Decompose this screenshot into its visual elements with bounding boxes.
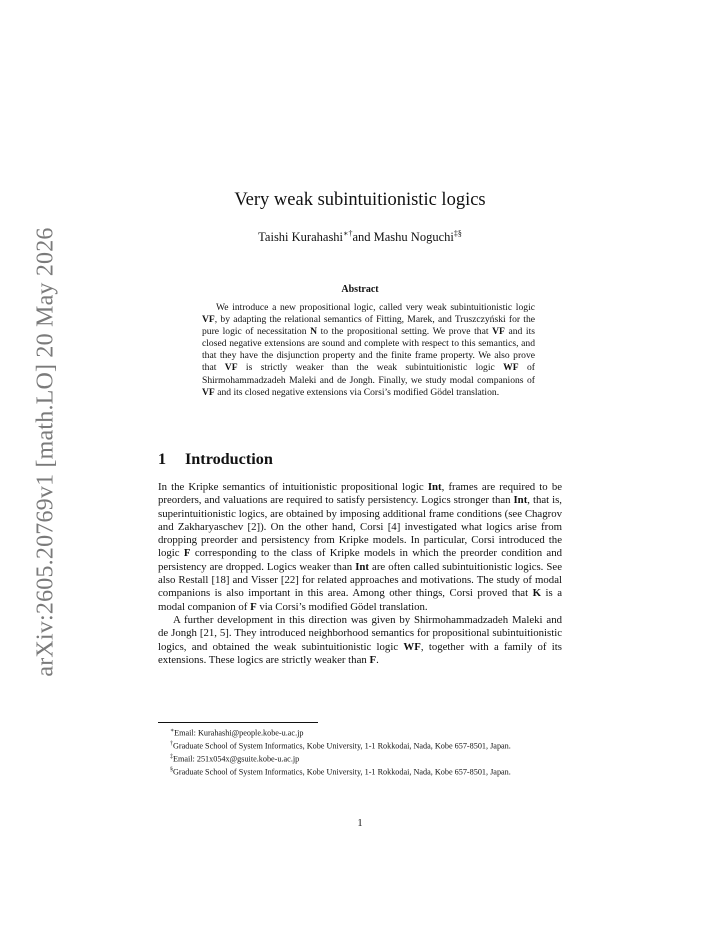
- footnote-text: Email: 251x054x@gsuite.kobe-u.ac.jp: [173, 754, 300, 764]
- author-line: [0, 229, 720, 245]
- author-2-footnote-marks[interactable]: ‡§: [453, 229, 462, 238]
- author-name-1: Taishi Kurahashi: [258, 230, 344, 245]
- logic-name-int: Int: [513, 494, 528, 507]
- section-title: Introduction: [185, 450, 273, 468]
- abstract-text: We introduce a new propositional logic, called very weak subintuitionistic logic VF, by adapting the relational semantics of Fitting, Marek, and Truszczyński for the pure logic of necessitation N to the propositional setting. We prove that VF and its closed negative extensions are sound and complete with respect to this semantics, and that they have the disjunction property and the finite frame property. We also prove that VF is strictly weaker than the weak subintuitionistic logic WF of Shirmohammadzadeh Maleki and de Jongh. Finally, we study modal companions of VF and its closed negative extensions via Corsi’s modified Gödel translation.: [202, 302, 535, 398]
- footnotes: [158, 726, 562, 778]
- paper-title: Very weak subintuitionistic logics: [234, 190, 486, 210]
- abstract-heading: Abstract: [341, 284, 379, 295]
- footnote-text: Email: Kurahashi@people.kobe-u.ac.jp: [174, 728, 304, 738]
- logic-name-vf: VF: [224, 362, 238, 374]
- logic-name-f: F: [183, 547, 191, 560]
- footnote-mark: §: [170, 767, 173, 774]
- author-name-2: and Mashu Noguchi: [352, 230, 454, 245]
- logic-name-n: N: [310, 326, 318, 338]
- author-1-footnote-marks[interactable]: ∗†: [343, 229, 353, 238]
- logic-name-int: Int: [355, 560, 369, 573]
- page-number: 1: [357, 818, 363, 829]
- footnote-divider: [158, 722, 318, 723]
- footnote: [158, 752, 562, 765]
- logic-name-vf: VF: [492, 326, 505, 338]
- paragraph: A further development in this direction was given by Shirmohammadzadeh Maleki and de Jongh [21, 5]. They introduced neighborhood semantics for propositional subintuitionistic logics, and obtained the weak subintuitionistic logic WF, together with a family of its extensions. These logics are strictly weaker than F.: [158, 613, 562, 666]
- footnote: [158, 739, 562, 752]
- footnote-mark: ‡: [170, 754, 173, 761]
- logic-name-f: F: [250, 600, 257, 613]
- footnote-text: Graduate School of System Informatics, Kobe University, 1-1 Rokkodai, Nada, Kobe 657-8501, Japan.: [173, 741, 511, 751]
- section-number: 1: [158, 450, 167, 468]
- section-heading: [158, 450, 273, 469]
- footnote: [158, 765, 562, 778]
- logic-name-k: K: [532, 587, 541, 600]
- logic-name-vf: VF: [202, 314, 215, 326]
- logic-name-wf: WF: [403, 640, 421, 653]
- footnote-mark: †: [170, 741, 173, 748]
- paragraph: In the Kripke semantics of intuitionistic propositional logic Int, frames are required to be preorders, and valuations are required to satisfy persistency. Logics stronger than Int, that is, superintuitionistic logics, are obtained by imposing additional frame conditions (see Chagrov and Zakharyaschev [2]). On the other hand, Corsi [4] investigated what logics arise from dropping preorder and persistency from Kripke models. In particular, Corsi introduced the logic F corresponding to the class of Kripke models in which the preorder condition and persistency are dropped. Logics weaker than Int are often called subintuitionistic logics. See also Restall [18] and Visser [22] for related approaches and motivations. The study of modal companions is also important in this area. Among other things, Corsi proved that K is a modal companion of F via Corsi’s modified Gödel translation.: [158, 481, 563, 613]
- footnote: [158, 726, 562, 739]
- section-body: [158, 481, 562, 667]
- footnote-text: Graduate School of System Informatics, Kobe University, 1-1 Rokkodai, Nada, Kobe 657-8501, Japan.: [173, 767, 511, 777]
- footnote-mark: ∗: [170, 728, 175, 734]
- logic-name-int: Int: [427, 481, 442, 493]
- logic-name-f: F: [369, 653, 377, 666]
- arxiv-identifier-stamp: arXiv:2605.20769v1 [math.LO] 20 May 2026: [32, 227, 59, 677]
- logic-name-wf: WF: [503, 362, 519, 374]
- logic-name-vf: VF: [202, 386, 215, 398]
